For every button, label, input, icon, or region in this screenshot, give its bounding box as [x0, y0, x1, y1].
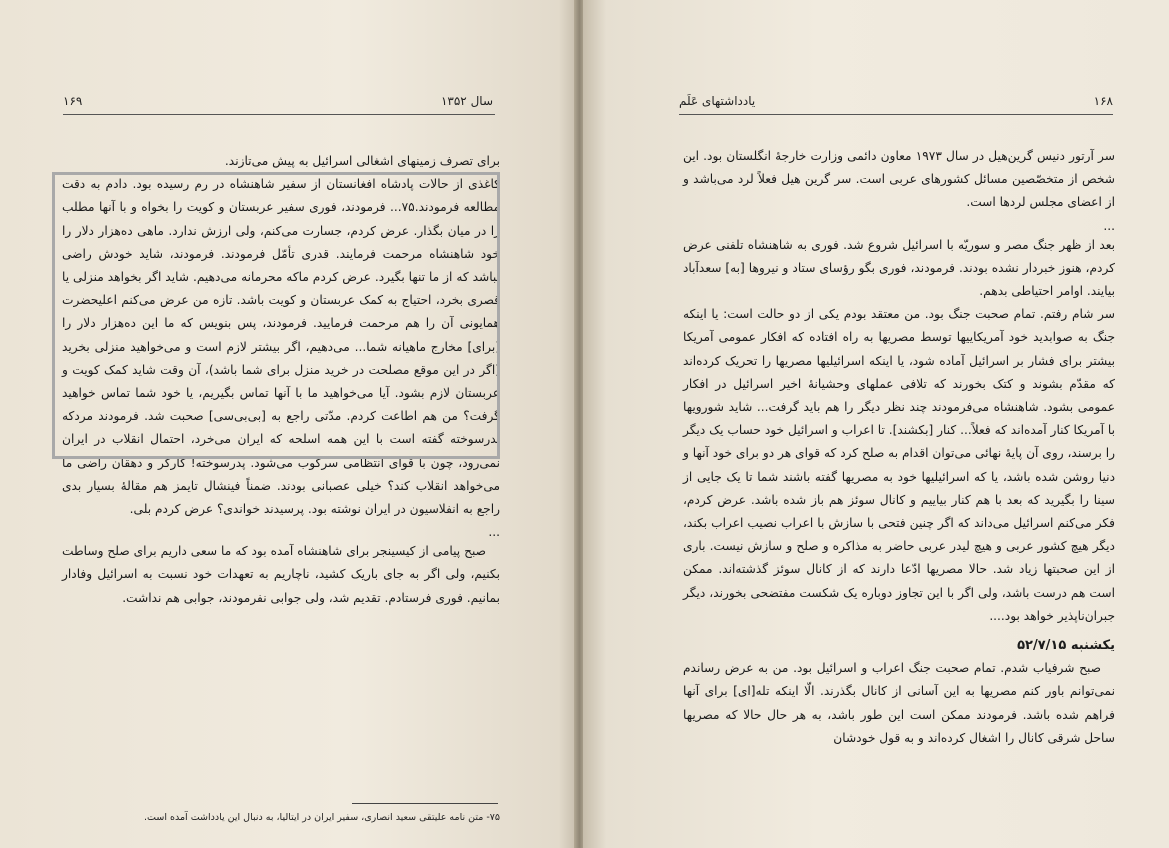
date-heading: یکشنبه ۵۲/۷/۱۵ — [1017, 638, 1115, 654]
ellipsis: ... — [1103, 218, 1115, 233]
running-head: سال ۱۳۵۲ — [440, 94, 493, 108]
paragraph: بعد از ظهر جنگ مصر و سوریّه با اسرائیل شروع شد. فوری به شاهنشاه تلفنی عرض کردم، هنوز خبردار نشده بودند. فرمودند، فوری بگو رؤسای ستاد و نیروها [به] سعدآباد بیایند. اوامر احتیاطی بدهم. — [683, 237, 1115, 299]
left-page — [0, 0, 576, 848]
left-page-header — [63, 92, 495, 115]
page-number: ۱۶۸ — [1093, 94, 1113, 108]
paragraph: سر شام رفتم. تمام صحبت جنگ بود. من معتقد بودم یکی از دو حالت است: یا اینکه جنگ به صوابدید خود آمریکاییها توسط مصریها به راه افتاده که افکار عمومی آمریکا بیشتر برای فشار بر اسرائیل آماده شود، یا اینکه اسرائیلیها مصریها را تحریک کرده‌اند که مقدّم بشوند و کتک بخورند که تلافی عملهای وحشیانهٔ اخیر اسرائیل در افکار عمومی بشود. شاهنشاه می‌فرمودند چند نظر دیگر را هم باید گرفت... شاید شورویها با آمریکا کنار آمده‌اند که فعلاً... کنار [بکشند]. تا اعراب و اسرائیل خود حساب یک دیگر را برسند، روی آن پایهٔ نهائی می‌توان اقدام به صلح کرد که قوای هر دو برای خود آنها و دنیا روشن شده باشد، یا که اسرائیلیها خود به مصریها گفته باشند شما تا یک جایی از سینا را بگیرید که بعد با هم کنار بیاییم و کانال سوئز هم باز شده باشد. عرض کردم، فکر می‌کنم اسرائیل می‌داند که اگر چنین فتحی با سازش با اعراب نصیب اعراب بکند، دیگر هیچ کشور عربی و هیچ لیدر عربی حاضر به مذاکره و صلح و سازش نیست. باری از این صحبتها زیاد شد. حالا مصریها ادّعا دارند که از کانال سوئز گذشته‌اند. ممکن است هم درست باشد، ولی اگر با این تجاوز دوباره یک شکست مفتضحی بخورند، دیگر جبران‌ناپذیر خواهد بود.... — [683, 307, 1115, 623]
ellipsis: ... — [488, 525, 500, 540]
right-page-body — [683, 145, 1115, 750]
right-page-header — [679, 92, 1113, 115]
right-page — [583, 0, 1169, 848]
footnote: ۷۵- متن نامه علیتقی سعید انصاری، سفیر ایران در ایتالیا، به دنبال این یادداشت آمده است. — [144, 812, 500, 823]
paragraph: سر آرتور دنیس گرین‌هیل در سال ۱۹۷۳ معاون دائمی وزارت خارجهٔ انگلستان بود. این شخص از متخصّصین مسائل کشورهای عربی است. سر گرین هیل فعلاً لرد می‌باشد و از اعضای مجلس لردها است. — [683, 149, 1115, 210]
footnote-rule — [352, 803, 498, 804]
paragraph: صبح شرفیاب شدم. تمام صحبت جنگ اعراب و اسرائیل بود. من به عرض رساندم نمی‌توانم باور کنم مصریها به این آسانی از کانال بگذرند. الّا اینکه تله[ای] برای آنها فراهم شده باشد. فرمودند ممکن است این طور باشد، به هر حال حالا که مصریها ساحل شرقی کانال را اشغال کرده‌اند و به قول خودشان — [683, 661, 1115, 745]
page-number: ۱۶۹ — [63, 94, 83, 108]
paragraph: برای تصرف زمینهای اشغالی اسرائیل به پیش می‌تازند. — [224, 154, 500, 168]
paragraph: کاغذی از حالات پادشاه افغانستان از سفیر شاهنشاه در رم رسیده بود. دادم به دقت مطالعه فرمودند.۷۵... فرمودند، فوری سفیر عربستان و کویت را بخواه و با آنها مطلب را در میان بگذار. عرض کردم، جسارت می‌کنم، ولی ارزش ندارد. ماهی ده‌هزار دلار را خود شاهنشاه مرحمت فرمایند. قدری تأمّل فرمودند. فرمودند، شاید خودش راضی نباشد که از ما تنها بگیرد. عرض کردم ماکه محرمانه می‌دهیم. شاید اگر بخواهد منزلی یا قصری بخرد، احتیاج به کمک عربستان و کویت باشد. تازه من عرض می‌کنم اعلیحضرت همایونی آن را هم مرحمت فرمایید. فرمودند، پس بنویس که ما این ده‌هزار دلار را [برای] مخارج ماهیانه شما... می‌دهیم، اگر بیشتر لازم است و می‌خواهید منزلی بخرید (اگر در این موقع مصلحت در خرید منزل برای شما باشد)، آن وقت شاید کمک کویت و عربستان لازم بشود. آیا می‌خواهید ما با آنها تماس بگیریم، یا خود شما تماس خواهید گرفت؟ من هم اطاعت کردم. مدّتی راجع به [بی‌بی‌سی] صحبت شد. فرمودند مردکه پدرسوخته گفته است با این همه اسلحه که ایران می‌خرد، احتمال انقلاب در ایران نمی‌رود، چون با قوای انتظامی سرکوب می‌شود. پدرسوخته! کارگر و دهقان راضی ما می‌خواهد انقلاب کند؟ خیلی عصبانی بودند. ضمناً فینشال تایمز هم مقالهٔ بسیار بدی راجع به انفلاسیون در ایران نوشته بود. پرسیدند خواندی؟ عرض کردم بلی. — [62, 177, 500, 517]
running-head: یادداشتهای عَلَم — [679, 94, 756, 108]
paragraph: صبح پیامی از کیسینجر برای شاهنشاه آمده بود که ما سعی داریم برای صلح وساطت بکنیم، ولی اگر به جای باریک کشید، ناچاریم به تعهدات خود نسبت به اسرائیل وفادار بمانیم. فوری فرستادم. تقدیم شد، ولی جوابی نفرمودند، جوابی هم نداشت. — [62, 544, 500, 605]
highlight-box — [52, 172, 500, 459]
